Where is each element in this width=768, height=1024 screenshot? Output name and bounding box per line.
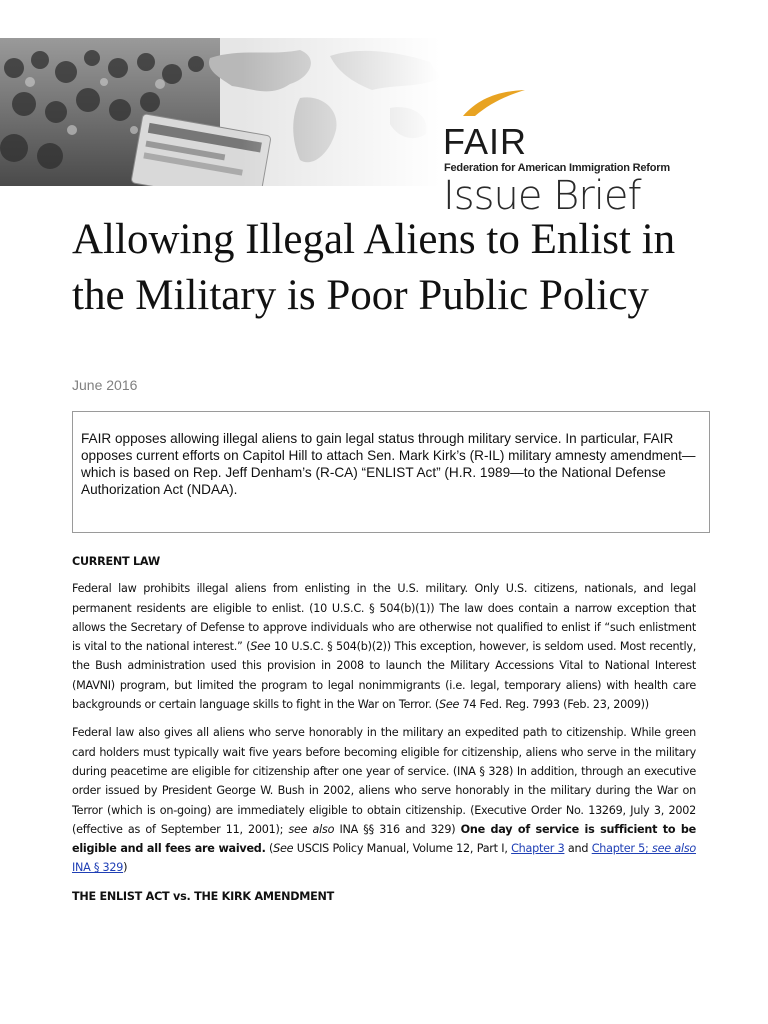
bold-text: One day of service is sufficient to be eligible and all fees are waived.: [72, 822, 697, 856]
text-run: ): [123, 861, 128, 875]
header-banner: [0, 38, 768, 219]
italic-see: See: [439, 698, 460, 712]
link-text: INA § 329: [72, 861, 124, 875]
section-heading-current-law: CURRENT LAW: [72, 555, 160, 568]
logo-name: FAIR: [443, 121, 528, 162]
document-date: June 2016: [72, 377, 138, 393]
document-title: Allowing Illegal Aliens to Enlist in the Military is Poor Public Policy: [72, 216, 676, 319]
text-run: USCIS Policy Manual, Volume 12, Part I,: [293, 842, 512, 856]
text-run: (: [265, 842, 274, 856]
logo-subtitle: Federation for American Immigration Reform: [444, 162, 670, 174]
section-heading-enlist-act: THE ENLIST ACT vs. THE KIRK AMENDMENT: [72, 889, 335, 903]
logo-series: Issue Brief: [443, 173, 641, 219]
text-run: Federal law prohibits illegal aliens from enlisting in the U.S. military. Only U.S. citizens, nationals, and legal permanent residents are eligible to enlist. (10 U.S.C. § 504(b)(1)) The law does contain a narrow exception that allows the Secretary of Defense to approve individuals who are otherwise not qualified to enlist if “such enlistment is vital to the national interest.” (: [72, 582, 696, 654]
italic-see-also: see also: [288, 822, 335, 836]
link-text: Chapter 5;: [591, 842, 653, 856]
text-run: INA §§ 316 and 329): [334, 822, 461, 836]
document-body: [72, 552, 696, 914]
text-run: 10 U.S.C. § 504(b)(2)) This exception, however, is seldom used. Most recently, the Bush administration used this provision in 2008 to launch the Military Accessions Vital to National Interest (MAVNI) program, but limited the program to legal nonimmigrants (i.e. legal, temporary aliens) with health care backgrounds or certain language skills to fight in the War on Terror. (: [72, 640, 697, 712]
italic-see: See: [250, 640, 271, 654]
chapter-3-link[interactable]: Chapter 3: [511, 842, 565, 856]
link-italic-see-also: see also: [652, 842, 696, 856]
paragraph-current-law-1: [72, 579, 696, 714]
paragraph-current-law-2: [72, 723, 696, 877]
text-run: and: [564, 842, 592, 856]
summary-box: [72, 411, 710, 533]
banner-collage-image: [0, 38, 440, 186]
summary-text: FAIR opposes allowing illegal aliens to gain legal status through military service. In particular, FAIR opposes current efforts on Capitol Hill to attach Sen. Mark Kirk’s (R-IL) military amnesty amendment—which is based on Rep. Jeff Denham’s (R-CA) “ENLIST Act” (H.R. 1989—to the National Defense Authorization Act (NDAA).: [81, 431, 696, 497]
logo-swoosh-icon: [461, 88, 527, 118]
fair-logo: [443, 88, 703, 218]
italic-see: See: [273, 842, 294, 856]
text-run: 74 Fed. Reg. 7993 (Feb. 23, 2009)): [459, 698, 649, 712]
text-run: Federal law also gives all aliens who serve honorably in the military an expedited path to citizenship. While green card holders must typically wait five years before becoming eligible for citizenship, aliens who serve in the military during peacetime are eligible for citizenship after one year of service. (INA § 328) In addition, through an executive order issued by President George W. Bush in 2002, aliens who serve honorably in the military during the War on Terror (which is on-going) are immediately eligible to obtain citizenship. (Executive Order No. 13269, July 3, 2002 (effective as of September 11, 2001);: [72, 726, 696, 836]
